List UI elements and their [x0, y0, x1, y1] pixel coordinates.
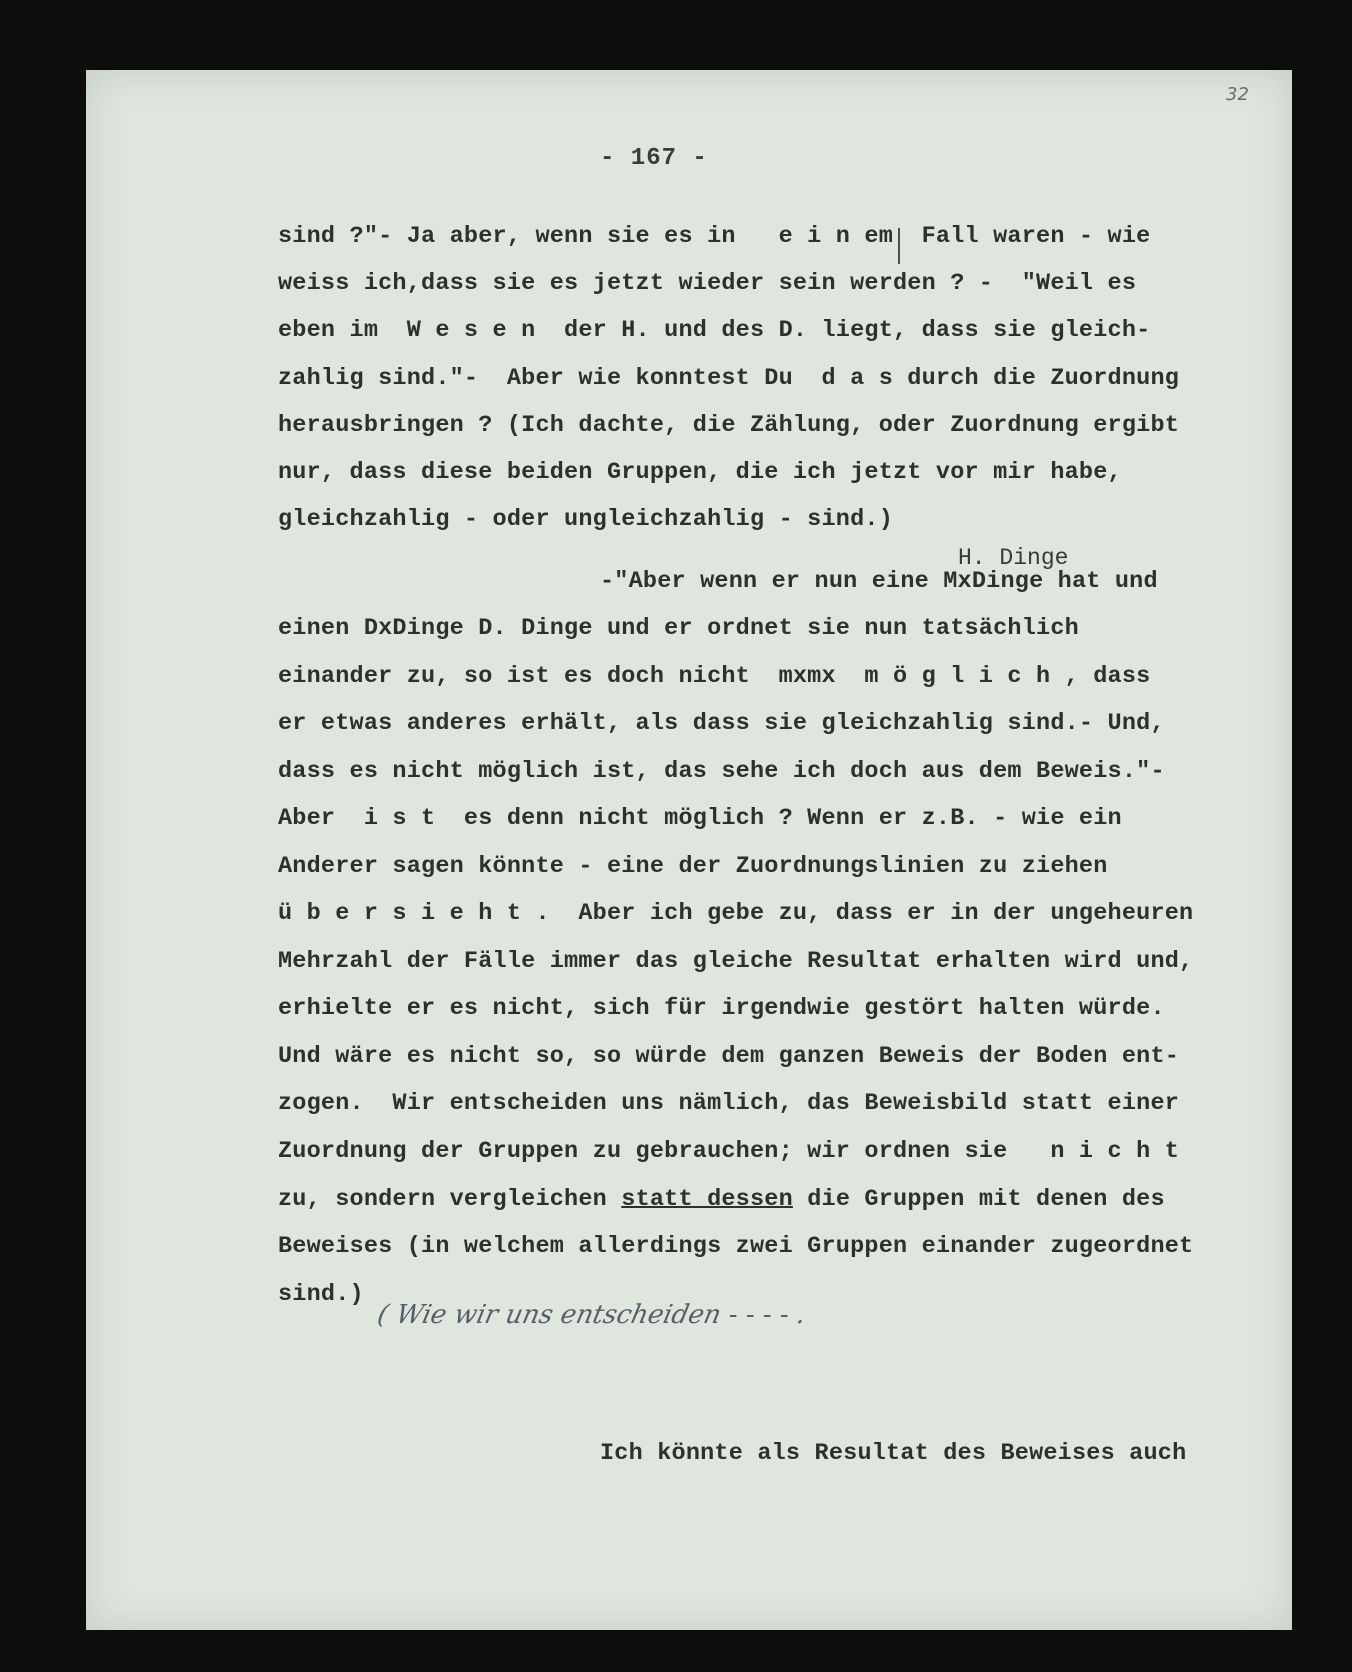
text-line: er etwas anderes erhält, als dass sie gleichzahlig sind.- Und,: [278, 710, 1165, 737]
closing-line: Ich könnte als Resultat des Beweises auch: [600, 1440, 1187, 1467]
text-line: Zuordnung der Gruppen zu gebrauchen; wir ordnen sie n i c h t: [278, 1138, 1180, 1165]
text-line: eben im W e s e n der H. und des D. liegt, dass sie gleich-: [278, 317, 1151, 344]
text-line-with-underline: [278, 1186, 1165, 1214]
text-line: sind.): [278, 1281, 364, 1308]
text-line: sind ?"- Ja aber, wenn sie es in e i n em Fall waren - wie: [278, 223, 1151, 250]
underlined-insertion: statt dessen: [621, 1186, 793, 1213]
page-number: - 167 -: [600, 145, 708, 172]
typed-insertion: H. Dinge: [958, 545, 1069, 571]
text-line: dass es nicht möglich ist, das sehe ich doch aus dem Beweis."-: [278, 758, 1165, 785]
text-line: Aber i s t es denn nicht möglich ? Wenn er z.B. - wie ein: [278, 805, 1122, 832]
text-segment: die Gruppen mit denen des: [807, 1186, 1165, 1213]
text-line: Beweises (in welchem allerdings zwei Gruppen einander zugeordnet: [278, 1233, 1194, 1260]
paper-sheet: [86, 70, 1292, 1630]
text-line: ü b e r s i e h t . Aber ich gebe zu, dass er in der ungeheuren: [278, 900, 1194, 927]
text-line: Anderer sagen könnte - eine der Zuordnungslinien zu ziehen: [278, 853, 1108, 880]
text-line: weiss ich,dass sie es jetzt wieder sein werden ? - "Weil es: [278, 270, 1137, 297]
text-line: Und wäre es nicht so, so würde dem ganzen Beweis der Boden ent-: [278, 1043, 1180, 1070]
text-line: nur, dass diese beiden Gruppen, die ich jetzt vor mir habe,: [278, 459, 1122, 486]
text-line: gleichzahlig - oder ungleichzahlig - sind.): [278, 506, 893, 533]
text-line: herausbringen ? (Ich dachte, die Zählung, oder Zuordnung ergibt: [278, 412, 1180, 439]
text-line: zahlig sind."- Aber wie konntest Du d a s durch die Zuordnung: [278, 365, 1180, 392]
text-line: einander zu, so ist es doch nicht mxmx m ö g l i c h , dass: [278, 663, 1151, 690]
text-line: einen DxDinge D. Dinge und er ordnet sie nun tatsächlich: [278, 615, 1079, 642]
text-segment: zu, sondern vergleichen: [278, 1186, 607, 1213]
text-line: erhielte er es nicht, sich für irgendwie gestört halten würde.: [278, 995, 1165, 1022]
text-line: Mehrzahl der Fälle immer das gleiche Resultat erhalten wird und,: [278, 948, 1194, 975]
text-line: -"Aber wenn er nun eine MxDinge hat und: [600, 568, 1158, 595]
archive-number: 32: [1226, 84, 1249, 105]
text-line: zogen. Wir entscheiden uns nämlich, das Beweisbild statt einer: [278, 1090, 1180, 1117]
handwritten-note: ( Wie wir uns entscheiden - - - - .: [374, 1300, 809, 1330]
